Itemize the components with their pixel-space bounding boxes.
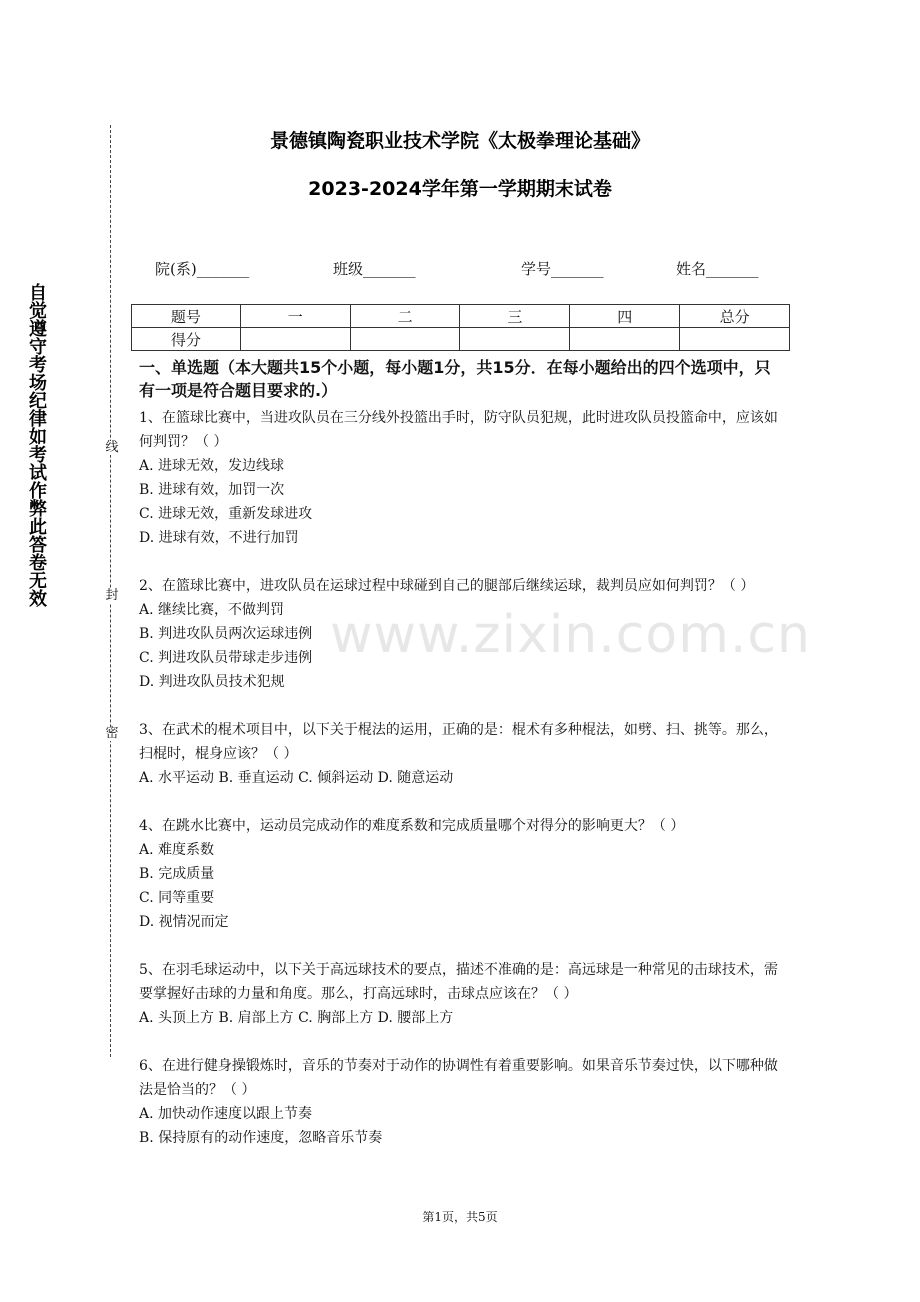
question-stem: 5、在羽毛球运动中，以下关于高远球技术的要点，描述不准确的是：高远球是一种常见的击球技术，需要掌握好击球的力量和角度。那么，打高远球时，击球点应该在？（ ） [139, 962, 778, 1002]
section1-heading: 一、单选题（本大题共15个小题，每小题1分，共15分．在每小题给出的四个选项中，只有一项是符合题目要求的.） [139, 358, 771, 400]
student-id-field[interactable]: 学号_______ [521, 260, 604, 278]
score-cell[interactable] [350, 328, 460, 351]
table-header-cell: 二 [350, 305, 460, 328]
option-c: C. 同等重要 [139, 890, 215, 906]
binding-mark-seal: 封 [105, 588, 119, 603]
score-row-label: 得分 [132, 328, 241, 351]
watermark: www.zixin.com.cn [330, 605, 811, 665]
exam-title-line2: 2023-2024学年第一学期期末试卷 [308, 178, 612, 200]
question-1 [139, 406, 784, 550]
score-cell[interactable] [460, 328, 570, 351]
question-stem: 4、在跳水比赛中，运动员完成动作的难度系数和完成质量哪个对得分的影响更大？（ ） [139, 818, 685, 834]
score-table-score-row [132, 328, 790, 351]
option-a: A. 难度系数 [139, 842, 215, 858]
table-header-cell: 四 [570, 305, 680, 328]
table-header-cell: 总分 [680, 305, 790, 328]
option-c: C. 进球无效，重新发球进攻 [139, 506, 313, 522]
score-cell[interactable] [240, 328, 350, 351]
option-b: B. 完成质量 [139, 866, 215, 882]
option-d: D. 视情况而定 [139, 914, 229, 930]
class-field[interactable]: 班级_______ [333, 260, 416, 278]
question-stem: 1、在篮球比赛中，当进攻队员在三分线外投篮出手时，防守队员犯规，此时进攻队员投篮命中，应该如何判罚？（ ） [139, 410, 778, 450]
question-stem: 3、在武术的棍术项目中，以下关于棍法的运用，正确的是：棍术有多种棍法，如劈、扫、挑等。那么，扫棍时，棍身应该？（ ） [139, 722, 778, 762]
score-table-header-row [132, 305, 790, 328]
options-inline: A. 头顶上方 B. 肩部上方 C. 胸部上方 D. 腰部上方 [139, 1010, 454, 1026]
question-stem: 6、在进行健身操锻炼时，音乐的节奏对于动作的协调性有着重要影响。如果音乐节奏过快，以下哪种做法是恰当的？（ ） [139, 1058, 778, 1098]
option-d: D. 判进攻队员技术犯规 [139, 674, 285, 690]
page-footer: 第1页，共5页 [422, 1210, 498, 1224]
question-6 [139, 1054, 784, 1150]
option-a: A. 加快动作速度以跟上节奏 [139, 1106, 313, 1122]
question-content [139, 356, 784, 1174]
table-header-cell: 一 [240, 305, 350, 328]
option-a: A. 继续比赛，不做判罚 [139, 602, 285, 618]
option-b: B. 进球有效，加罚一次 [139, 482, 285, 498]
exam-title-line1: 景德镇陶瓷职业技术学院《太极拳理论基础》 [269, 130, 650, 152]
question-4 [139, 814, 784, 934]
table-header-cell: 三 [460, 305, 570, 328]
option-a: A. 进球无效，发边线球 [139, 458, 285, 474]
department-field[interactable]: 院(系)_______ [155, 260, 250, 278]
option-c: C. 判进攻队员带球走步违例 [139, 650, 313, 666]
score-cell[interactable] [570, 328, 680, 351]
score-cell[interactable] [680, 328, 790, 351]
question-3 [139, 718, 784, 790]
question-stem: 2、在篮球比赛中，进攻队员在运球过程中球碰到自己的腿部后继续运球，裁判员应如何判罚？（ ） [139, 578, 755, 594]
binding-mark-line: 线 [105, 440, 119, 455]
score-table [131, 304, 790, 351]
exam-discipline-notice: 自觉遵守考场纪律如考试作弊此答卷无效 [26, 283, 47, 607]
question-5 [139, 958, 784, 1030]
option-d: D. 进球有效，不进行加罚 [139, 530, 299, 546]
option-b: B. 判进攻队员两次运球违例 [139, 626, 313, 642]
option-b: B. 保持原有的动作速度，忽略音乐节奏 [139, 1130, 383, 1146]
table-header-cell: 题号 [132, 305, 241, 328]
options-inline: A. 水平运动 B. 垂直运动 C. 倾斜运动 D. 随意运动 [139, 770, 454, 786]
name-field[interactable]: 姓名_______ [676, 260, 759, 278]
binding-mark-secret: 密 [105, 726, 119, 741]
